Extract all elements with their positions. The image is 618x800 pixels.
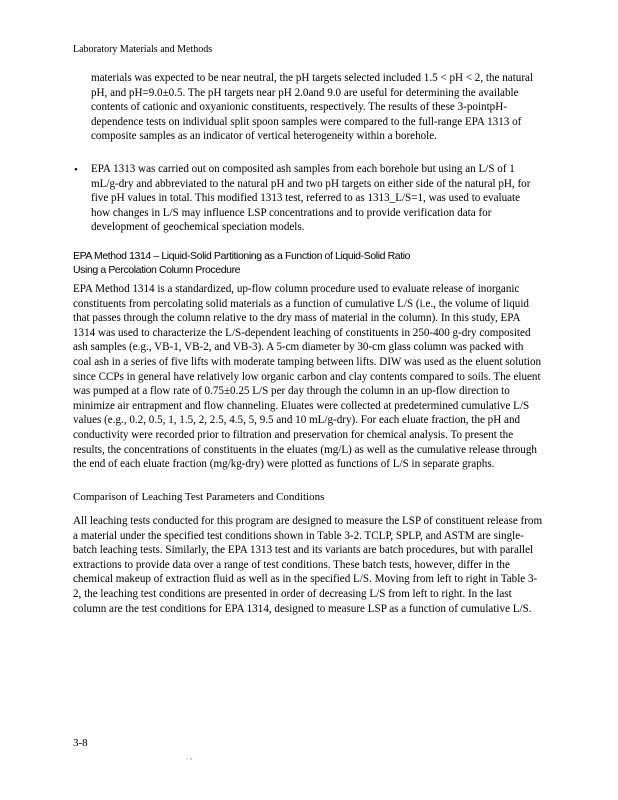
- running-header: Laboratory Materials and Methods: [73, 44, 213, 55]
- page-number: 3-8: [73, 737, 88, 749]
- bullet-marker: •: [74, 164, 78, 176]
- section-heading-comparison: Comparison of Leaching Test Parameters and Conditions: [73, 491, 325, 503]
- bullet-paragraph: EPA 1313 was carried out on composited ash samples from each borehole but using an L/S of 1 mL/g-dry and abbreviated to the natural pH and two pH targets on either side of the natural pH, for five pH values in total. This modified 1313 test, referred to as 1313_L/S=1, was used to evaluate how changes in L/S may influence LSP concentrations and to provide verification data for development of geochemical speciation models.: [91, 163, 531, 234]
- section-heading-line-2: Using a Percolation Column Procedure: [73, 264, 241, 276]
- footer-mark: › «: [186, 756, 193, 762]
- comparison-paragraph: All leaching tests conducted for this program are designed to measure the LSP of constituent release from a material under the specified test conditions shown in Table 3-2. TCLP, SPLP, and ASTM are single-batch leaching tests. Similarly, the EPA 1313 test and its variants are batch procedures, but with parallel extractions to provide data over a range of test conditions. These batch tests, however, differ in the chemical makeup of extraction fluid as well as in the specified L/S. Moving from left to right in Table 3-2, the leaching test conditions are presented in order of decreasing L/S from left to right. In the last column are the test conditions for EPA 1314, designed to measure LSP as a function of cumulative L/S.: [73, 515, 543, 615]
- continuation-paragraph: materials was expected to be near neutral, the pH targets selected included 1.5 < pH < 2, the natural pH, and pH=9.0±0.5. The pH targets near pH 2.0and 9.0 are useful for determining the available contents of cationic and oxyanionic constituents, respectively. The results of these 3-pointpH-dependence tests on individual split spoon samples were compared to the full-range EPA 1313 of composite samples as an indicator of vertical heterogeneity within a borehole.: [91, 72, 534, 143]
- section-heading-line-1: EPA Method 1314 – Liquid-Solid Partitioning as a Function of Liquid-Solid Ratio: [73, 250, 411, 262]
- epa-1314-paragraph: EPA Method 1314 is a standardized, up-flow column procedure used to evaluate release of inorganic constituents from percolating solid materials as a function of cumulative L/S (i.e., the volume of liquid that passes through the column relative to the dry mass of material in the column). In this study, EPA 1314 was used to characterize the L/S-dependent leaching of constituents in 250-400 g-dry composited ash samples (e.g., VB-1, VB-2, and VB-3). A 5-cm diameter by 30-cm glass column was packed with coal ash in a series of five lifts with moderate tamping between lifts. DIW was used as the eluent solution since CCPs in general have relatively low organic carbon and clay contents compared to soils. The eluent was pumped at a flow rate of 0.75±0.25 L/S per day through the column in an up-flow direction to minimize air entrapment and flow channeling. Eluates were collected at predetermined cumulative L/S values (e.g., 0.2, 0.5, 1, 1.5, 2, 2.5, 4.5, 5, 9.5 and 10 mL/g-dry). For each eluate fraction, the pH and conductivity were recorded prior to filtration and preservation for chemical analysis. To present the results, the concentrations of constituents in the eluates (mg/L) as well as the cumulative release through the end of each eluate fraction (mg/kg-dry) were plotted as functions of L/S in separate graphs.: [73, 283, 542, 471]
- section-heading-epa-1314: [73, 249, 553, 277]
